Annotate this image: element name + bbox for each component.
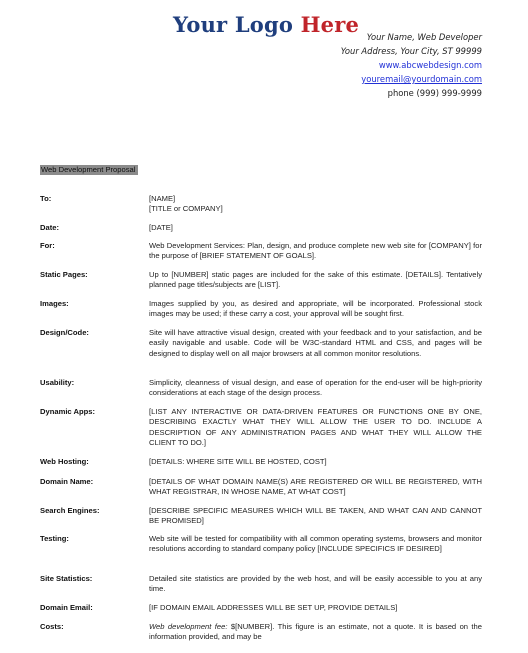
row-value: [DATE] [149, 223, 173, 232]
row-label: Web Hosting: [40, 457, 89, 466]
row-label: Dynamic Apps: [40, 407, 95, 416]
row-label: Domain Email: [40, 603, 93, 612]
document-title: Web Development Proposal [40, 165, 138, 175]
row-label: Testing: [40, 534, 69, 543]
row-label: Static Pages: [40, 270, 88, 279]
row-value: Up to [NUMBER] static pages are included for the sake of this estimate. [DETAILS]. Tentatively planned page titles/subjects are [LIST]. [149, 270, 482, 290]
contact-phone: phone (999) 999-9999 [387, 88, 482, 98]
row-label: To: [40, 194, 52, 203]
row-value: Simplicity, cleanness of visual design, and ease of operation for the end-user will be high-priority considerations at each stage of the design process. [149, 378, 482, 398]
logo-text-part2: Here [300, 12, 360, 37]
row-value: Web site will be tested for compatibility with all common operating systems, browsers and monitor resolutions according to standard company policy [INCLUDE SPECIFICS IF DESIRED] [149, 534, 482, 554]
row-value-line: [TITLE or COMPANY] [149, 204, 223, 214]
costs-lead-text: Web development fee: [149, 622, 228, 631]
costs-body-text: $[NUMBER]. This figure is an estimate, not a quote. It is based on the information provided, and may be [149, 622, 482, 642]
contact-email-link[interactable]: youremail@yourdomain.com [361, 74, 482, 84]
row-label: Usability: [40, 378, 75, 387]
row-label: Design/Code: [40, 328, 89, 337]
row-label: Images: [40, 299, 69, 308]
row-value: Detailed site statistics are provided by the web host, and will be easily accessible to you at any time. [149, 574, 482, 594]
row-value [149, 194, 482, 215]
row-value: Images supplied by you, as desired and appropriate, will be incorporated. Professional stock images may be used; if these carry a cost, your approval will be sought first. [149, 299, 482, 319]
row-value [149, 622, 482, 643]
company-logo [173, 12, 359, 37]
logo-text-part1: Your Logo [173, 12, 301, 37]
row-value: [DESCRIBE SPECIFIC MEASURES WHICH WILL BE TAKEN, AND WHAT CAN AND CANNOT BE PROMISED] [149, 506, 482, 526]
contact-website-link[interactable]: www.abcwebdesign.com [378, 60, 482, 70]
row-value: Site will have attractive visual design, created with your feedback and to your satisfaction, and be easily navigable and usable. Code will be W3C-standard HTML and CSS, and pages will be designed to display well on all major browsers at all common monitor resolutions. [149, 328, 482, 358]
row-value: [DETAILS: WHERE SITE WILL BE HOSTED, COST] [149, 457, 327, 466]
row-label: Date: [40, 223, 59, 232]
row-label: For: [40, 241, 55, 250]
row-value-line: [NAME] [149, 194, 176, 203]
contact-address: Your Address, Your City, ST 99999 [340, 46, 482, 56]
contact-block [341, 30, 482, 100]
contact-name: Your Name, Web Developer [366, 32, 482, 42]
row-value: Web Development Services: Plan, design, and produce complete new web site for [COMPANY] for the purpose of [BRIEF STATEMENT OF GOALS]. [149, 241, 482, 261]
row-label: Site Statistics: [40, 574, 93, 583]
row-value: [IF DOMAIN EMAIL ADDRESSES WILL BE SET UP, PROVIDE DETAILS] [149, 603, 398, 612]
row-value: [DETAILS OF WHAT DOMAIN NAME(S) ARE REGISTERED OR WILL BE REGISTERED, WITH WHAT REGISTRAR, IN WHOSE NAME, AT WHAT COST] [149, 477, 482, 497]
row-label: Search Engines: [40, 506, 100, 515]
row-label: Domain Name: [40, 477, 94, 486]
row-label: Costs: [40, 622, 64, 631]
row-value: [LIST ANY INTERACTIVE OR DATA-DRIVEN FEATURES OR FUNCTIONS ONE BY ONE, DESCRIBING EXACTLY WHAT THEY WILL ALLOW THE USER TO DO. INCLUDE A DESCRIPTION OF ANY ADMINISTRATION PAGES AND WHAT THEY WILL ALLOW THE CLIENT TO DO.] [149, 407, 482, 448]
